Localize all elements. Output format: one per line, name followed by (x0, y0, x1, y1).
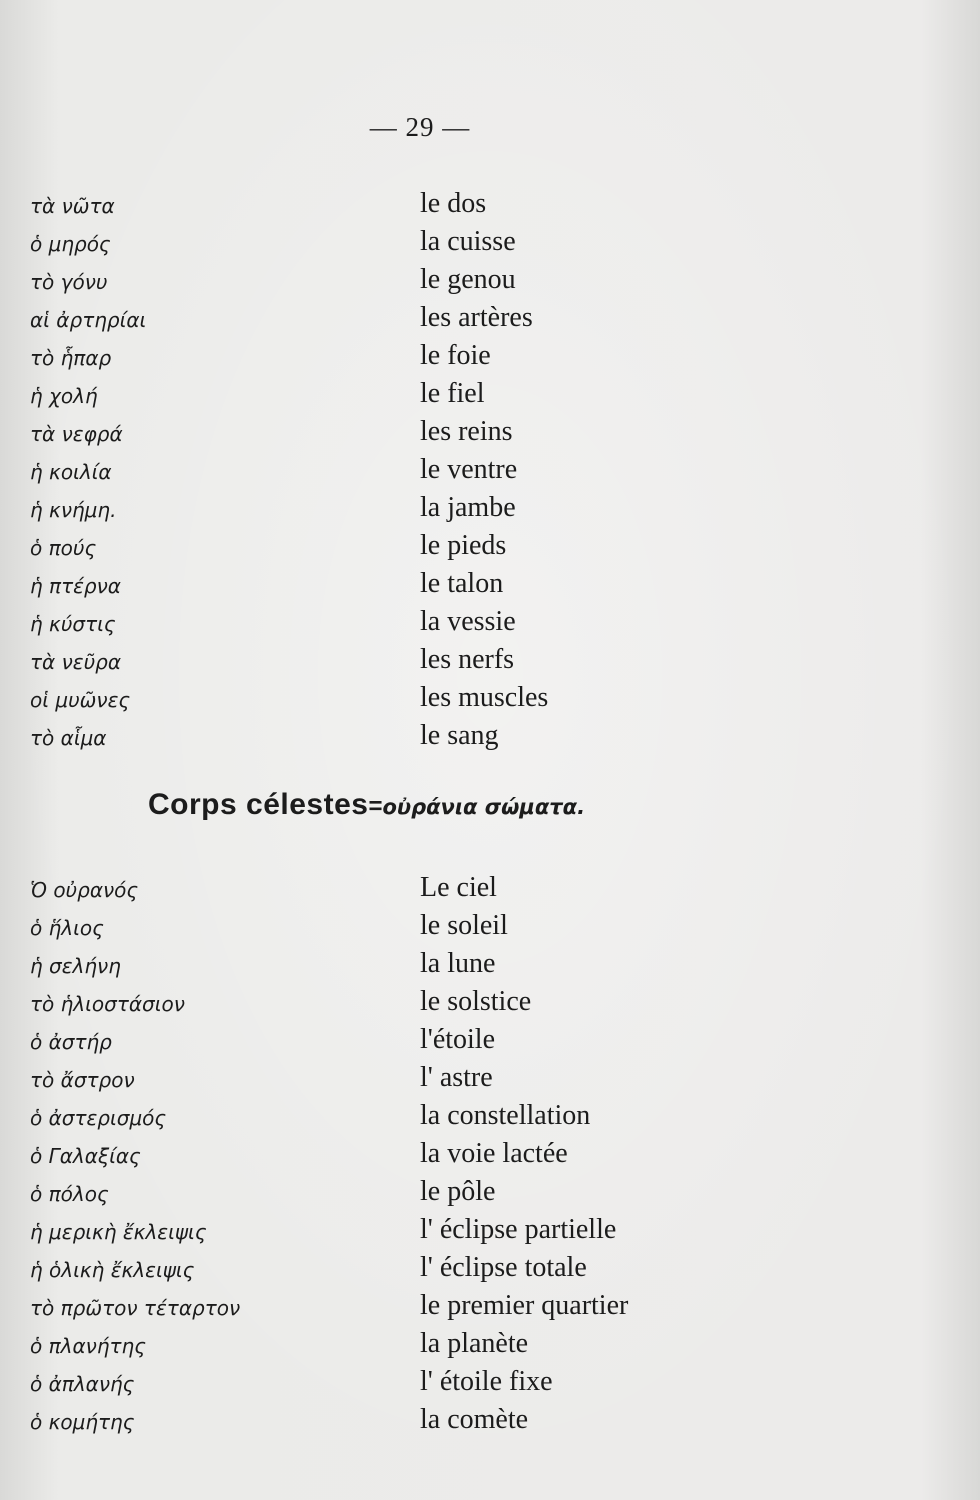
french-term: les reins (420, 416, 513, 447)
french-term: l'étoile (420, 1024, 496, 1055)
french-term: le dos (420, 188, 487, 219)
greek-term: τὰ νεῦρα (30, 650, 122, 674)
vocab-row (0, 1214, 980, 1252)
greek-term: τὸ γόνυ (30, 270, 108, 294)
french-term: l' étoile fixe (420, 1366, 553, 1397)
vocab-row (0, 1404, 980, 1442)
greek-term: ὁ πλανήτης (30, 1334, 146, 1358)
section-heading-greek: οὐράνια σώματα. (382, 795, 586, 819)
french-term: la jambe (420, 492, 516, 523)
greek-term: ἡ κνήμη. (30, 498, 117, 522)
french-term: le soleil (420, 910, 508, 941)
greek-term: ὁ πόλος (30, 1182, 109, 1206)
greek-term: τὸ αἷμα (30, 726, 107, 750)
french-term: la vessie (420, 606, 516, 637)
vocab-row (0, 910, 980, 948)
greek-term: ἡ χολή (30, 384, 98, 408)
greek-term: ὁ ἀπλανής (30, 1372, 135, 1396)
greek-term: Ὁ οὐρανός (30, 878, 139, 902)
greek-term: ὁ ἀστήρ (30, 1030, 112, 1054)
french-term: la comète (420, 1404, 529, 1435)
french-term: le foie (420, 340, 491, 371)
greek-term: ἡ ὁλικὴ ἔκλειψις (30, 1258, 195, 1282)
french-term: l' éclipse partielle (420, 1214, 617, 1245)
vocab-row (0, 1252, 980, 1290)
greek-term: ἡ κοιλία (30, 460, 112, 484)
greek-term: τὸ ἡλιοστάσιον (30, 992, 185, 1016)
french-term: la voie lactée (420, 1138, 568, 1169)
french-term: la planète (420, 1328, 529, 1359)
vocab-row (0, 1176, 980, 1214)
french-term: la cuisse (420, 226, 516, 257)
greek-term: ὁ Γαλαξίας (30, 1144, 141, 1168)
french-term: la lune (420, 948, 496, 979)
french-term: le pieds (420, 530, 507, 561)
vocab-row (0, 1366, 980, 1404)
greek-term: ὁ ἀστερισμός (30, 1106, 167, 1130)
french-term: la constellation (420, 1100, 591, 1131)
french-term: le solstice (420, 986, 532, 1017)
greek-term: ἡ πτέρνα (30, 574, 121, 598)
french-term: les artères (420, 302, 533, 333)
greek-term: ὁ μηρός (30, 232, 111, 256)
french-term: les muscles (420, 682, 549, 713)
french-term: le genou (420, 264, 516, 295)
greek-term: τὸ ἧπαρ (30, 346, 112, 370)
vocab-row (0, 1138, 980, 1176)
vocab-row (0, 872, 980, 910)
greek-term: τὰ νῶτα (30, 194, 115, 218)
french-term: le premier quartier (420, 1290, 629, 1321)
greek-term: ὁ κομήτης (30, 1410, 135, 1434)
greek-term: ἡ κύστις (30, 612, 116, 636)
greek-term: οἱ μυῶνες (30, 688, 131, 712)
greek-term: ὁ πούς (30, 536, 97, 560)
vocab-row (0, 1100, 980, 1138)
vocab-row (0, 1328, 980, 1366)
vocab-row (0, 1062, 980, 1100)
french-term: le talon (420, 568, 504, 599)
french-term: les nerfs (420, 644, 515, 675)
greek-term: αἱ ἀρτηρίαι (30, 308, 147, 332)
french-term: le ventre (420, 454, 518, 485)
greek-term: τὸ ἄστρον (30, 1068, 135, 1092)
french-term: l' astre (420, 1062, 493, 1093)
vocab-row (0, 948, 980, 986)
greek-term: τὰ νεφρά (30, 422, 123, 446)
greek-term: ἡ μερικὴ ἔκλειψις (30, 1220, 207, 1244)
french-term: le sang (420, 720, 499, 751)
page-number: — 29 — (369, 112, 471, 142)
greek-term: τὸ πρῶτον τέταρτον (30, 1296, 241, 1320)
vocab-row (0, 986, 980, 1024)
greek-term: ὁ ἥλιος (30, 916, 104, 940)
vocab-row (0, 1024, 980, 1062)
french-term: le fiel (420, 378, 485, 409)
section-heading-french: Corps célestes (148, 788, 369, 821)
french-term: l' éclipse totale (420, 1252, 587, 1283)
section-heading-separator: = (368, 793, 383, 820)
vocab-row (0, 1290, 980, 1328)
french-term: le pôle (420, 1176, 496, 1207)
greek-term: ἡ σελήνη (30, 954, 121, 978)
french-term: Le ciel (420, 872, 497, 903)
